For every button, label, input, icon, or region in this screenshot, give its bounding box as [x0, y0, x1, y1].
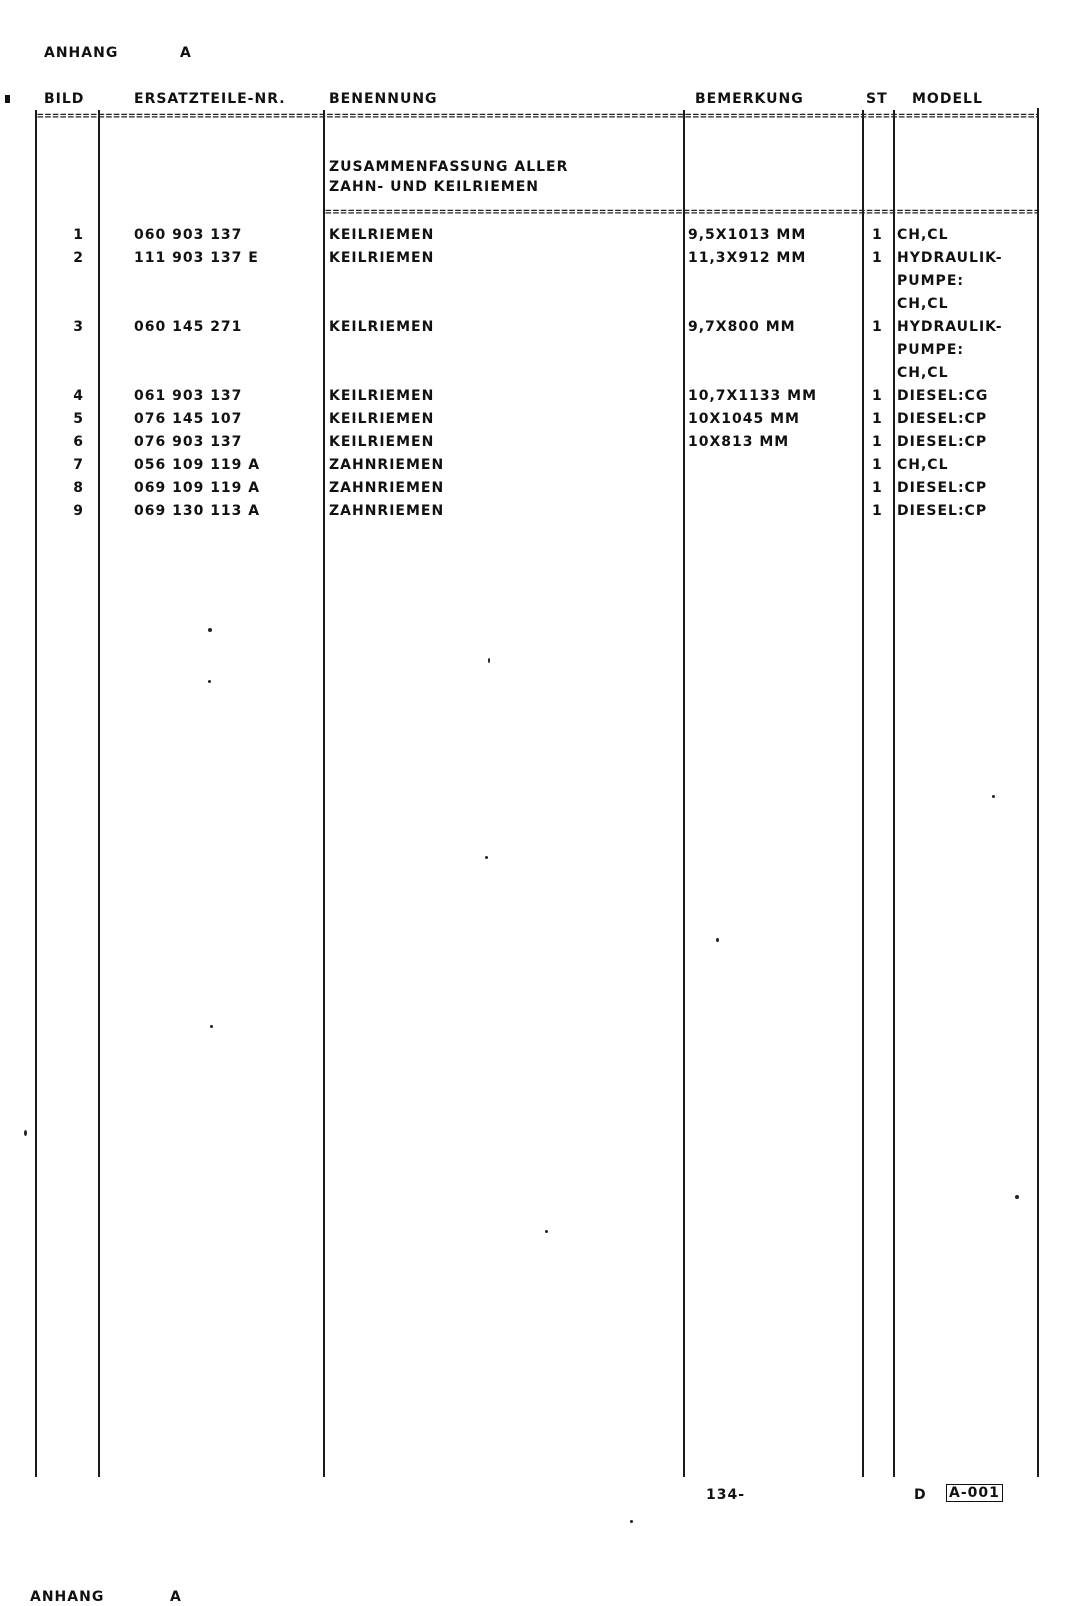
cell-modell: DIESEL:CP	[897, 480, 988, 496]
next-page-section-label: ANHANG	[30, 1589, 105, 1605]
cell-modell: CH,CL	[897, 365, 949, 381]
scan-speck	[208, 680, 211, 683]
cell-st: 1	[872, 434, 883, 450]
scan-speck	[488, 658, 490, 663]
cell-modell: CH,CL	[897, 296, 949, 312]
cell-modell: PUMPE:	[897, 273, 964, 289]
rule-st-modell	[893, 110, 895, 1477]
cell-modell: HYDRAULIK-	[897, 250, 1003, 266]
next-page-section-letter: A	[170, 1589, 182, 1605]
cell-bild: 9	[73, 503, 84, 519]
appendix-code-box	[946, 1484, 1003, 1502]
cell-bemerkung: 10,7X1133 MM	[688, 388, 818, 404]
cell-modell: DIESEL:CP	[897, 434, 988, 450]
rule-benennung-bemerkung	[683, 110, 685, 1477]
cell-benennung: KEILRIEMEN	[329, 388, 435, 404]
header-separator	[37, 112, 1037, 120]
cell-bild: 3	[73, 319, 84, 335]
cell-modell: CH,CL	[897, 227, 949, 243]
cell-bemerkung: 10X813 MM	[688, 434, 790, 450]
section-letter: A	[180, 45, 192, 61]
cell-st: 1	[872, 388, 883, 404]
cell-bild: 4	[73, 388, 84, 404]
rule-left	[35, 110, 37, 1477]
cell-bild: 8	[73, 480, 84, 496]
cell-part-number: 111 903 137 E	[134, 250, 259, 266]
cell-modell: DIESEL:CP	[897, 503, 988, 519]
cell-benennung: ZAHNRIEMEN	[329, 480, 445, 496]
cell-bild: 7	[73, 457, 84, 473]
cell-modell: HYDRAULIK-	[897, 319, 1003, 335]
col-header-st: ST	[866, 91, 888, 107]
cell-bemerkung: 9,5X1013 MM	[688, 227, 807, 243]
scan-speck	[208, 628, 212, 632]
cell-part-number: 069 109 119 A	[134, 480, 261, 496]
cell-bild: 5	[73, 411, 84, 427]
scan-speck	[716, 938, 719, 942]
cell-benennung: ZAHNRIEMEN	[329, 457, 445, 473]
cell-st: 1	[872, 411, 883, 427]
cell-bemerkung: 11,3X912 MM	[688, 250, 807, 266]
col-header-bemerkung: BEMERKUNG	[695, 91, 804, 107]
cell-part-number: 056 109 119 A	[134, 457, 261, 473]
cell-part-number: 061 903 137	[134, 388, 243, 404]
scan-speck	[992, 795, 995, 798]
cell-st: 1	[872, 503, 883, 519]
cell-part-number: 060 903 137	[134, 227, 243, 243]
scan-speck	[1015, 1195, 1019, 1199]
cell-st: 1	[872, 250, 883, 266]
cell-bild: 6	[73, 434, 84, 450]
cell-modell: DIESEL:CG	[897, 388, 989, 404]
cell-bemerkung: 9,7X800 MM	[688, 319, 796, 335]
appendix-code: A-001	[946, 1484, 1003, 1502]
col-header-bild: BILD	[44, 91, 85, 107]
cell-bemerkung: 10X1045 MM	[688, 411, 800, 427]
group-title-line1: ZUSAMMENFASSUNG ALLER	[329, 159, 569, 175]
cell-part-number: 076 903 137	[134, 434, 243, 450]
cell-benennung: KEILRIEMEN	[329, 319, 435, 335]
cell-modell: CH,CL	[897, 457, 949, 473]
cell-modell: PUMPE:	[897, 342, 964, 358]
cell-part-number: 060 145 271	[134, 319, 243, 335]
col-header-benennung: BENENNUNG	[329, 91, 438, 107]
cell-part-number: 069 130 113 A	[134, 503, 261, 519]
scan-speck	[485, 856, 488, 859]
scan-speck	[630, 1520, 633, 1523]
language-code: D	[914, 1487, 927, 1503]
cell-part-number: 076 145 107	[134, 411, 243, 427]
scan-speck	[210, 1025, 213, 1028]
cell-benennung: KEILRIEMEN	[329, 411, 435, 427]
col-header-modell: MODELL	[912, 91, 983, 107]
section-label: ANHANG	[44, 45, 119, 61]
page-number: 134-	[706, 1487, 746, 1503]
cell-st: 1	[872, 227, 883, 243]
margin-mark	[5, 95, 10, 103]
cell-benennung: KEILRIEMEN	[329, 250, 435, 266]
rule-bemerkung-st	[862, 110, 864, 1477]
cell-st: 1	[872, 457, 883, 473]
group-separator	[325, 208, 1037, 216]
cell-bild: 1	[73, 227, 84, 243]
scan-speck	[24, 1130, 27, 1136]
cell-bild: 2	[73, 250, 84, 266]
rule-nr-benennung	[323, 110, 325, 1477]
col-header-ersatzteile-nr: ERSATZTEILE-NR.	[134, 91, 286, 107]
scan-speck	[545, 1230, 548, 1233]
cell-modell: DIESEL:CP	[897, 411, 988, 427]
cell-benennung: ZAHNRIEMEN	[329, 503, 445, 519]
rule-right	[1037, 108, 1039, 1477]
cell-benennung: KEILRIEMEN	[329, 227, 435, 243]
cell-st: 1	[872, 480, 883, 496]
group-title-line2: ZAHN- UND KEILRIEMEN	[329, 179, 539, 195]
rule-bild-nr	[98, 110, 100, 1477]
cell-st: 1	[872, 319, 883, 335]
cell-benennung: KEILRIEMEN	[329, 434, 435, 450]
